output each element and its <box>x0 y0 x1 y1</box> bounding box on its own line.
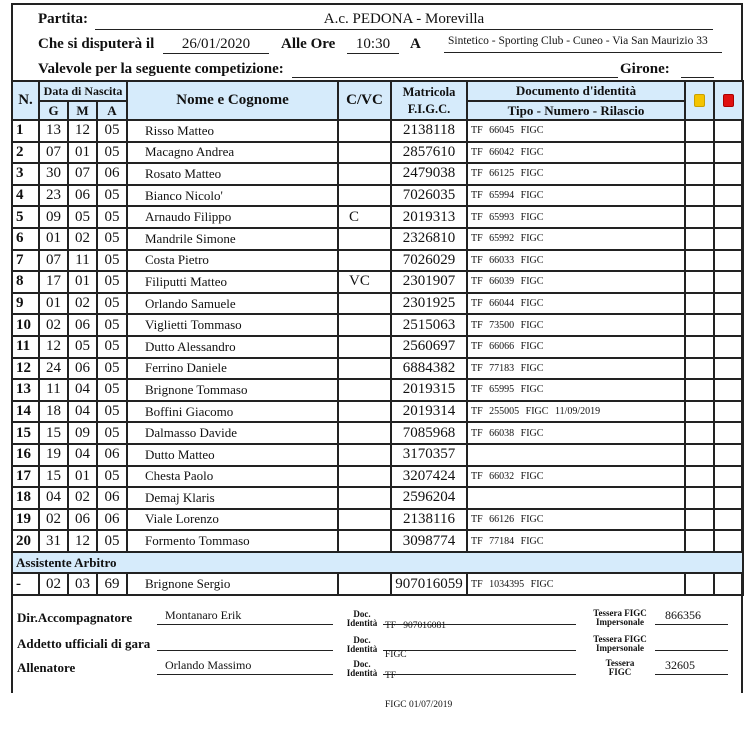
doc-label-line2: Identità <box>346 668 378 678</box>
row-number[interactable]: 9 <box>12 293 39 315</box>
birth-month[interactable]: 02 <box>68 487 97 509</box>
table-row <box>12 487 743 509</box>
doc-line2: FIGC <box>385 649 407 660</box>
yellow-card-cell[interactable] <box>685 120 714 142</box>
birth-year[interactable]: 05 <box>97 271 127 293</box>
competition-label: Valevole per la seguente competizione: <box>38 61 284 77</box>
document[interactable]: TF 66044 FIGC <box>467 293 685 315</box>
birth-month[interactable]: 05 <box>68 336 97 358</box>
table-row <box>12 142 743 164</box>
table-row <box>12 206 743 228</box>
yellow-card-icon <box>694 94 705 107</box>
row-number[interactable]: 13 <box>12 379 39 401</box>
col-number: N. <box>12 81 39 120</box>
matricola[interactable]: 2560697 <box>391 336 467 358</box>
player-name[interactable]: Demaj Klaris <box>127 487 338 509</box>
table-row <box>12 228 743 250</box>
birth-day[interactable]: 07 <box>39 142 68 164</box>
birth-month[interactable]: 01 <box>68 142 97 164</box>
birth-year[interactable]: 05 <box>97 466 127 488</box>
birth-month[interactable]: 12 <box>68 530 97 552</box>
matricola[interactable]: 2479038 <box>391 163 467 185</box>
staff-role: Dir.Accompagnatore <box>17 610 133 625</box>
red-card-cell[interactable] <box>714 142 743 164</box>
yellow-card-cell[interactable] <box>685 444 714 466</box>
captain-flag[interactable] <box>338 573 391 595</box>
staff-name-field[interactable]: Montanaro Erik <box>157 608 333 625</box>
table-row <box>12 358 743 380</box>
matricola[interactable]: 3170357 <box>391 444 467 466</box>
captain-flag[interactable] <box>338 228 391 250</box>
table-row <box>12 401 743 423</box>
partita-label: Partita: <box>38 11 88 27</box>
table-row <box>12 293 743 315</box>
red-card-cell[interactable] <box>714 487 743 509</box>
matricola[interactable]: 2326810 <box>391 228 467 250</box>
col-year: A <box>97 101 127 120</box>
captain-flag[interactable]: VC <box>338 271 391 293</box>
birth-month[interactable]: 09 <box>68 422 97 444</box>
card-label-line1: Tessera FIGC <box>593 608 647 618</box>
assistant-section-label: Assistente Arbitro <box>12 552 743 574</box>
birth-month[interactable]: 04 <box>68 379 97 401</box>
document[interactable]: TF 66045 FIGC <box>467 120 685 142</box>
yellow-card-cell[interactable] <box>685 142 714 164</box>
matricola[interactable]: 3098774 <box>391 530 467 552</box>
matricola[interactable]: 2857610 <box>391 142 467 164</box>
matricola[interactable]: 2019314 <box>391 401 467 423</box>
birth-month[interactable]: 04 <box>68 401 97 423</box>
table-row <box>12 336 743 358</box>
matricola[interactable]: 2301907 <box>391 271 467 293</box>
captain-flag[interactable] <box>338 509 391 531</box>
player-name[interactable]: Filiputti Matteo <box>127 271 338 293</box>
matricola[interactable]: 2138118 <box>391 120 467 142</box>
row-number[interactable]: 12 <box>12 358 39 380</box>
birth-year[interactable]: 06 <box>97 444 127 466</box>
time-field[interactable]: 10:30 <box>347 36 399 54</box>
date-label: Che si disputerà il <box>38 36 155 52</box>
captain-flag[interactable] <box>338 466 391 488</box>
player-name[interactable]: Ferrino Daniele <box>127 358 338 380</box>
doc-label-line2: Identità <box>346 644 378 654</box>
player-name[interactable]: Viglietti Tommaso <box>127 314 338 336</box>
captain-flag[interactable] <box>338 185 391 207</box>
birth-year[interactable]: 05 <box>97 314 127 336</box>
matricola[interactable]: 2019315 <box>391 379 467 401</box>
birth-month[interactable]: 06 <box>68 358 97 380</box>
yellow-card-cell[interactable] <box>685 401 714 423</box>
row-number[interactable]: 10 <box>12 314 39 336</box>
matricola[interactable]: 7085968 <box>391 422 467 444</box>
red-card-cell[interactable] <box>714 401 743 423</box>
staff-name-field[interactable] <box>157 634 333 651</box>
birth-month[interactable]: 11 <box>68 250 97 272</box>
row-number[interactable]: 17 <box>12 466 39 488</box>
row-number[interactable]: 7 <box>12 250 39 272</box>
row-number[interactable]: 1 <box>12 120 39 142</box>
player-name[interactable]: Orlando Samuele <box>127 293 338 315</box>
document[interactable]: TF 66039 FIGC <box>467 271 685 293</box>
birth-day[interactable]: 15 <box>39 422 68 444</box>
yellow-card-cell[interactable] <box>685 379 714 401</box>
row-number[interactable]: 3 <box>12 163 39 185</box>
red-card-icon <box>723 94 734 107</box>
birth-year[interactable]: 05 <box>97 401 127 423</box>
birth-month[interactable]: 01 <box>68 466 97 488</box>
card-label <box>588 659 652 677</box>
table-row <box>12 163 743 185</box>
staff-card-field[interactable]: 32605 <box>655 658 728 675</box>
doc-label-line1: Doc. <box>353 659 371 669</box>
birth-month[interactable]: 06 <box>68 185 97 207</box>
yellow-card-cell[interactable] <box>685 293 714 315</box>
player-name[interactable]: Chesta Paolo <box>127 466 338 488</box>
player-name[interactable]: Dutto Matteo <box>127 444 338 466</box>
birth-year[interactable]: 05 <box>97 530 127 552</box>
player-name[interactable]: Mandrile Simone <box>127 228 338 250</box>
time-label: Alle Ore <box>281 36 336 52</box>
yellow-card-cell[interactable] <box>685 206 714 228</box>
birth-year[interactable]: 05 <box>97 185 127 207</box>
doc-label-line1: Doc. <box>353 609 371 619</box>
col-day: G <box>39 101 68 120</box>
birth-day[interactable]: 17 <box>39 271 68 293</box>
yellow-card-cell[interactable] <box>685 509 714 531</box>
document[interactable]: TF 65993 FIGC <box>467 206 685 228</box>
document[interactable]: TF 1034395 FIGC <box>467 573 685 595</box>
row-number[interactable]: 14 <box>12 401 39 423</box>
yellow-card-cell[interactable] <box>685 314 714 336</box>
birth-year[interactable]: 06 <box>97 487 127 509</box>
birth-month[interactable]: 07 <box>68 163 97 185</box>
table-row <box>12 530 743 552</box>
row-number[interactable]: 4 <box>12 185 39 207</box>
staff-role: Allenatore <box>17 660 76 675</box>
red-card-cell[interactable] <box>714 185 743 207</box>
assistant-row <box>12 573 743 595</box>
doc-line1: TF 907016081 <box>385 621 446 631</box>
col-matricola-line1: Matricola <box>402 84 456 99</box>
yellow-card-cell[interactable] <box>685 358 714 380</box>
red-card-cell[interactable] <box>714 466 743 488</box>
card-label-line2: Impersonale <box>596 617 644 627</box>
matricola[interactable]: 3207424 <box>391 466 467 488</box>
captain-flag[interactable] <box>338 487 391 509</box>
card-label-line1: Tessera FIGC <box>593 634 647 644</box>
birth-day[interactable]: 23 <box>39 185 68 207</box>
birth-day[interactable]: 31 <box>39 530 68 552</box>
document[interactable]: TF 66042 FIGC <box>467 142 685 164</box>
yellow-card-cell[interactable] <box>685 185 714 207</box>
document[interactable]: TF 66038 FIGC <box>467 422 685 444</box>
card-label-line2: Impersonale <box>596 643 644 653</box>
document[interactable]: TF 77183 FIGC <box>467 358 685 380</box>
red-card-cell[interactable] <box>714 379 743 401</box>
red-card-cell[interactable] <box>714 206 743 228</box>
yellow-card-cell[interactable] <box>685 336 714 358</box>
matricola[interactable]: 7026035 <box>391 185 467 207</box>
document[interactable]: TF 66126 FIGC <box>467 509 685 531</box>
birth-day[interactable]: 01 <box>39 228 68 250</box>
table-row <box>12 250 743 272</box>
col-document: Documento d'identità <box>467 81 685 101</box>
row-number[interactable]: 8 <box>12 271 39 293</box>
birth-day[interactable]: 19 <box>39 444 68 466</box>
player-name[interactable]: Dalmasso Davide <box>127 422 338 444</box>
table-row <box>12 509 743 531</box>
player-name[interactable]: Boffini Giacomo <box>127 401 338 423</box>
staff-role: Addetto ufficiali di gara <box>17 636 151 651</box>
venue-label: A <box>410 36 421 52</box>
table-row <box>12 444 743 466</box>
red-card-cell[interactable] <box>714 336 743 358</box>
document[interactable]: TF 73500 FIGC <box>467 314 685 336</box>
birth-year[interactable]: 05 <box>97 142 127 164</box>
row-number[interactable]: 2 <box>12 142 39 164</box>
birth-year[interactable]: 05 <box>97 120 127 142</box>
card-label-line1: Tessera <box>605 658 635 668</box>
birth-month[interactable]: 02 <box>68 293 97 315</box>
doc-label <box>344 610 380 628</box>
birth-year[interactable]: 05 <box>97 206 127 228</box>
col-yellow-card <box>685 81 714 120</box>
yellow-card-cell[interactable] <box>685 271 714 293</box>
staff-name-field[interactable]: Orlando Massimo <box>157 658 333 675</box>
birth-month[interactable]: 06 <box>68 314 97 336</box>
table-row <box>12 185 743 207</box>
birth-year[interactable]: 05 <box>97 336 127 358</box>
date-field[interactable]: 26/01/2020 <box>163 36 269 54</box>
doc-label-line1: Doc. <box>353 635 371 645</box>
col-matricola-line2: F.I.G.C. <box>407 101 451 116</box>
row-number[interactable]: 16 <box>12 444 39 466</box>
staff-card-field[interactable]: 866356 <box>655 608 728 625</box>
captain-flag[interactable] <box>338 379 391 401</box>
birth-year[interactable]: 06 <box>97 163 127 185</box>
birth-day[interactable]: 15 <box>39 466 68 488</box>
matricola[interactable]: 907016059 <box>391 573 467 595</box>
birth-year[interactable]: 06 <box>97 509 127 531</box>
red-card-cell[interactable] <box>714 422 743 444</box>
captain-flag[interactable] <box>338 163 391 185</box>
players-table <box>11 80 744 596</box>
document[interactable]: TF 66125 FIGC <box>467 163 685 185</box>
document[interactable] <box>467 487 685 509</box>
doc-line1: TF <box>385 671 397 681</box>
birth-month[interactable]: 01 <box>68 271 97 293</box>
document[interactable]: TF 65994 FIGC <box>467 185 685 207</box>
col-birth-date: Data di Nascita <box>39 81 127 101</box>
captain-flag[interactable] <box>338 314 391 336</box>
player-name[interactable]: Formento Tommaso <box>127 530 338 552</box>
yellow-card-cell[interactable] <box>685 530 714 552</box>
row-number[interactable]: 15 <box>12 422 39 444</box>
yellow-card-cell[interactable] <box>685 573 714 595</box>
table-row <box>12 466 743 488</box>
birth-day[interactable]: 13 <box>39 120 68 142</box>
birth-month[interactable]: 04 <box>68 444 97 466</box>
captain-flag[interactable] <box>338 120 391 142</box>
venue-field[interactable]: Sintetico - Sporting Club - Cuneo - Via San Maurizio 33 <box>444 35 722 53</box>
player-name[interactable]: Brignone Tommaso <box>127 379 338 401</box>
doc-label <box>344 636 380 654</box>
birth-year[interactable]: 05 <box>97 379 127 401</box>
col-month: M <box>68 101 97 120</box>
birth-day[interactable]: 24 <box>39 358 68 380</box>
captain-flag[interactable] <box>338 422 391 444</box>
birth-day[interactable]: 18 <box>39 401 68 423</box>
player-name[interactable]: Viale Lorenzo <box>127 509 338 531</box>
captain-flag[interactable] <box>338 293 391 315</box>
competition-field[interactable] <box>292 60 618 78</box>
birth-day[interactable]: 11 <box>39 379 68 401</box>
player-name[interactable]: Risso Matteo <box>127 120 338 142</box>
document[interactable]: TF 66066 FIGC <box>467 336 685 358</box>
red-card-cell[interactable] <box>714 573 743 595</box>
red-card-cell[interactable] <box>714 271 743 293</box>
red-card-cell[interactable] <box>714 444 743 466</box>
document[interactable]: TF 77184 FIGC <box>467 530 685 552</box>
document[interactable]: TF 255005 FIGC 11/09/2019 <box>467 401 685 423</box>
red-card-cell[interactable] <box>714 509 743 531</box>
yellow-card-cell[interactable] <box>685 250 714 272</box>
birth-month[interactable]: 03 <box>68 573 97 595</box>
table-row <box>12 379 743 401</box>
birth-day[interactable]: 01 <box>39 293 68 315</box>
document[interactable]: TF 65995 FIGC <box>467 379 685 401</box>
birth-day[interactable]: 04 <box>39 487 68 509</box>
row-number[interactable]: 19 <box>12 509 39 531</box>
captain-flag[interactable]: C <box>338 206 391 228</box>
red-card-cell[interactable] <box>714 250 743 272</box>
staff-doc-field[interactable] <box>383 603 576 660</box>
red-card-cell[interactable] <box>714 120 743 142</box>
red-card-cell[interactable] <box>714 314 743 336</box>
yellow-card-cell[interactable] <box>685 487 714 509</box>
birth-year[interactable]: 05 <box>97 293 127 315</box>
red-card-cell[interactable] <box>714 163 743 185</box>
matricola[interactable]: 2019313 <box>391 206 467 228</box>
captain-flag[interactable] <box>338 530 391 552</box>
row-number[interactable]: 18 <box>12 487 39 509</box>
document[interactable]: TF 66033 FIGC <box>467 250 685 272</box>
captain-flag[interactable] <box>338 444 391 466</box>
girone-label: Girone: <box>620 61 670 77</box>
doc-label-line2: Identità <box>346 618 378 628</box>
doc-line2: FIGC 01/07/2019 <box>385 699 453 710</box>
birth-month[interactable]: 05 <box>68 206 97 228</box>
table-row <box>12 271 743 293</box>
birth-month[interactable]: 02 <box>68 228 97 250</box>
birth-year[interactable]: 05 <box>97 250 127 272</box>
red-card-cell[interactable] <box>714 293 743 315</box>
birth-month[interactable]: 06 <box>68 509 97 531</box>
document[interactable] <box>467 444 685 466</box>
col-document-detail: Tipo - Numero - Rilascio <box>467 101 685 120</box>
red-card-cell[interactable] <box>714 228 743 250</box>
birth-day[interactable]: 02 <box>39 509 68 531</box>
card-label <box>588 635 652 653</box>
captain-flag[interactable] <box>338 142 391 164</box>
player-name[interactable]: Brignone Sergio <box>127 573 338 595</box>
partita-field[interactable]: A.c. PEDONA - Morevilla <box>95 11 713 30</box>
birth-day[interactable]: 09 <box>39 206 68 228</box>
captain-flag[interactable] <box>338 358 391 380</box>
staff-doc-field[interactable] <box>383 649 576 710</box>
player-name[interactable]: Rosato Matteo <box>127 163 338 185</box>
staff-card-field[interactable] <box>655 634 728 651</box>
card-label <box>588 609 652 627</box>
yellow-card-cell[interactable] <box>685 466 714 488</box>
table-row <box>12 422 743 444</box>
staff-doc-field[interactable] <box>383 629 576 651</box>
document[interactable]: TF 65992 FIGC <box>467 228 685 250</box>
col-red-card <box>714 81 743 120</box>
doc-label <box>344 660 380 678</box>
player-name[interactable]: Costa Pietro <box>127 250 338 272</box>
table-row <box>12 314 743 336</box>
birth-year[interactable]: 05 <box>97 358 127 380</box>
matricola[interactable]: 2301925 <box>391 293 467 315</box>
player-name[interactable]: Dutto Alessandro <box>127 336 338 358</box>
matricola[interactable]: 2596204 <box>391 487 467 509</box>
document[interactable]: TF 66032 FIGC <box>467 466 685 488</box>
player-name[interactable]: Macagno Andrea <box>127 142 338 164</box>
birth-year[interactable]: 05 <box>97 422 127 444</box>
birth-day[interactable]: 30 <box>39 163 68 185</box>
birth-day[interactable]: 07 <box>39 250 68 272</box>
girone-field[interactable] <box>681 60 714 78</box>
birth-day[interactable]: 02 <box>39 314 68 336</box>
matricola[interactable]: 7026029 <box>391 250 467 272</box>
col-matricola <box>391 81 467 120</box>
matricola[interactable]: 2138116 <box>391 509 467 531</box>
matricola[interactable]: 2515063 <box>391 314 467 336</box>
birth-year[interactable]: 69 <box>97 573 127 595</box>
yellow-card-cell[interactable] <box>685 163 714 185</box>
row-number[interactable]: 6 <box>12 228 39 250</box>
col-name: Nome e Cognome <box>127 81 338 120</box>
player-name[interactable]: Arnaudo Filippo <box>127 206 338 228</box>
card-label-line2: FIGC <box>608 667 632 677</box>
yellow-card-cell[interactable] <box>685 228 714 250</box>
birth-year[interactable]: 05 <box>97 228 127 250</box>
birth-day[interactable]: 02 <box>39 573 68 595</box>
row-number[interactable]: 5 <box>12 206 39 228</box>
row-number[interactable]: - <box>12 573 39 595</box>
captain-flag[interactable] <box>338 250 391 272</box>
captain-flag[interactable] <box>338 401 391 423</box>
player-name[interactable]: Bianco Nicolo' <box>127 185 338 207</box>
birth-day[interactable]: 12 <box>39 336 68 358</box>
yellow-card-cell[interactable] <box>685 422 714 444</box>
assistant-section-band <box>12 552 743 574</box>
red-card-cell[interactable] <box>714 530 743 552</box>
captain-flag[interactable] <box>338 336 391 358</box>
col-cvc: C/VC <box>338 81 391 120</box>
matricola[interactable]: 6884382 <box>391 358 467 380</box>
red-card-cell[interactable] <box>714 358 743 380</box>
row-number[interactable]: 11 <box>12 336 39 358</box>
table-row <box>12 120 743 142</box>
birth-month[interactable]: 12 <box>68 120 97 142</box>
row-number[interactable]: 20 <box>12 530 39 552</box>
